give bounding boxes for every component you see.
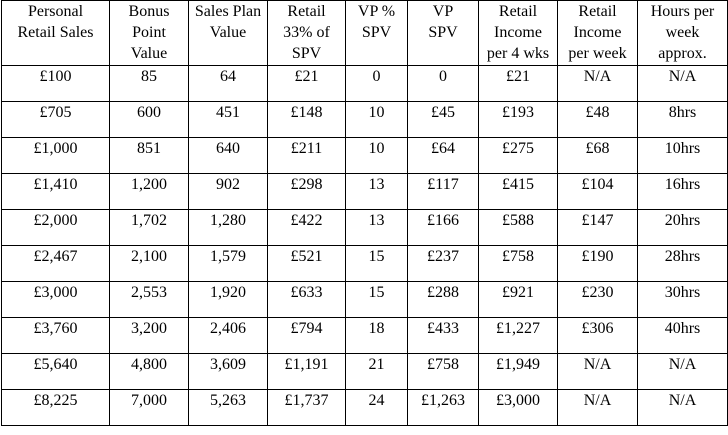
personal-retail-sales-cell [2,354,110,390]
header-line: Value [209,24,247,41]
cell-value: £117 [427,176,459,193]
cell-value: 1,920 [210,284,246,301]
retail-33-of-spv-cell [268,174,346,210]
personal-retail-sales-cell [2,66,110,102]
cell-value: 640 [216,140,240,157]
cell-value: 10 [368,140,385,157]
cell-value: 16hrs [664,176,701,193]
cell-value: £237 [427,248,459,265]
cell-value: 0 [372,68,381,85]
personal-retail-sales-cell [2,174,110,210]
cell-value: £64 [431,140,455,157]
bonus-point-value-cell [110,66,189,102]
hours-per-week-cell [638,390,728,426]
retail-33-of-spv-cell [268,282,346,318]
bonus-point-value-cell [110,390,189,426]
cell-value: N/A [583,68,612,85]
retail-33-of-spv-cell [268,390,346,426]
retail-income-week-cell [558,282,638,318]
bonus-point-value-cell [110,246,189,282]
vp-spv-cell [408,246,479,282]
sales-plan-value-cell [189,210,268,246]
cell-value: £521 [290,248,323,265]
header-line: Sales Plan [194,3,262,20]
cell-value: £5,640 [33,356,78,373]
personal-retail-sales-cell [2,318,110,354]
cell-value: £193 [502,104,534,121]
retail-33-of-spv-cell [268,210,346,246]
cell-value: 1,200 [131,176,167,193]
cell-value: 1,702 [131,212,167,229]
cell-value: £148 [290,104,323,121]
cell-value: 5,263 [210,392,246,409]
cell-value: £190 [581,248,614,265]
cell-value: £633 [290,284,323,301]
cell-value: £433 [427,320,459,337]
cell-value: £1,000 [33,140,78,157]
cell-value: 600 [137,104,161,121]
retail-income-4wks-cell [479,354,558,390]
sales-plan-value-cell [189,66,268,102]
hours-per-week-cell [638,282,728,318]
vp-percent-spv-cell [346,246,408,282]
header-hours-per-week [638,1,728,66]
retail-income-week-cell [558,390,638,426]
cell-value: £2,467 [33,248,78,265]
cell-value: £1,263 [421,392,465,409]
cell-value: 3,200 [131,320,167,337]
header-line: Retail Sales [17,24,94,41]
table-row [2,102,728,138]
retail-income-4wks-cell [479,138,558,174]
cell-value: 1,280 [210,212,246,229]
cell-value: N/A [668,356,697,373]
header-line: Retail [498,3,538,20]
table-row [2,282,728,318]
header-vp-percent-spv [346,1,408,66]
cell-value: £166 [427,212,459,229]
cell-value: £1,191 [284,356,329,373]
vp-spv-cell [408,318,479,354]
table-row [2,210,728,246]
cell-value: 2,406 [210,320,246,337]
header-row [2,1,728,66]
cell-value: N/A [668,68,697,85]
hours-per-week-cell [638,66,728,102]
sales-plan-value-cell [189,318,268,354]
cell-value: £288 [427,284,459,301]
cell-value: £230 [581,284,614,301]
cell-value: £1,227 [496,320,540,337]
sales-plan-value-cell [189,246,268,282]
bonus-point-value-cell [110,174,189,210]
hours-per-week-cell [638,174,728,210]
cell-value: £705 [39,104,72,121]
retail-income-4wks-cell [479,210,558,246]
cell-value: 24 [368,392,385,409]
cell-value: £298 [290,176,323,193]
header-line: approx. [658,45,707,62]
table-row [2,390,728,426]
cell-value: 85 [141,68,157,85]
retail-income-week-cell [558,174,638,210]
cell-value: £68 [585,140,610,157]
bonus-point-value-cell [110,102,189,138]
hours-per-week-cell [638,210,728,246]
cell-value: 3,609 [210,356,246,373]
personal-retail-sales-cell [2,102,110,138]
cell-value: 4,800 [131,356,167,373]
header-retail-33-of-spv [268,1,346,66]
cell-value: 18 [368,320,385,337]
cell-value: 21 [368,356,385,373]
header-line: 33% of [283,24,330,41]
cell-value: 10 [368,104,385,121]
header-vp-spv [408,1,479,66]
header-line: Personal [27,3,84,20]
vp-spv-cell [408,354,479,390]
cell-value: £48 [585,104,610,121]
header-retail-income-per-4-wks [479,1,558,66]
cell-value: 64 [220,68,236,85]
table-row [2,246,728,282]
header-line: VP [432,3,454,20]
table-row [2,138,728,174]
header-line: Hours per [650,3,715,20]
header-line: SPV [291,45,322,62]
header-line: per 4 wks [486,45,550,62]
retail-income-week-cell [558,102,638,138]
sales-plan-value-cell [189,174,268,210]
cell-value: £758 [502,248,534,265]
header-sales-plan-value [189,1,268,66]
cell-value: N/A [583,356,612,373]
header-line: Value [130,45,168,62]
bonus-point-value-cell [110,318,189,354]
header-line: Retail [578,3,617,20]
cell-value: 7,000 [131,392,167,409]
cell-value: 20hrs [664,212,701,229]
bonus-point-value-cell [110,138,189,174]
bonus-point-value-cell [110,282,189,318]
table-row [2,174,728,210]
header-retail-income-per-week [558,1,638,66]
cell-value: 0 [439,68,447,85]
cell-value: N/A [668,392,697,409]
hours-per-week-cell [638,354,728,390]
personal-retail-sales-cell [2,246,110,282]
hours-per-week-cell [638,246,728,282]
vp-percent-spv-cell [346,282,408,318]
header-line: SPV [428,24,458,41]
cell-value: 40hrs [664,320,701,337]
header-line: week [665,24,700,41]
header-line: Income [494,24,542,41]
header-line: Retail [287,3,326,20]
header-personal-retail-sales [2,1,110,66]
cell-value: £100 [39,68,72,85]
retail-income-4wks-cell [479,318,558,354]
cell-value: £3,000 [33,284,78,301]
retail-income-4wks-cell [479,390,558,426]
cell-value: 15 [368,248,385,265]
sales-plan-value-cell [189,102,268,138]
sales-plan-value-cell [189,390,268,426]
cell-value: £8,225 [33,392,78,409]
cell-value: 8hrs [668,104,697,121]
cell-value: 451 [216,104,240,121]
sales-plan-value-cell [189,138,268,174]
cell-value: £588 [502,212,534,229]
retail-income-4wks-cell [479,174,558,210]
retail-income-4wks-cell [479,282,558,318]
retail-income-4wks-cell [479,66,558,102]
vp-spv-cell [408,66,479,102]
vp-spv-cell [408,282,479,318]
cell-value: £147 [581,212,614,229]
retail-income-week-cell [558,210,638,246]
personal-retail-sales-cell [2,210,110,246]
cell-value: £422 [290,212,323,229]
sales-income-table [1,0,728,426]
cell-value: £275 [502,140,534,157]
header-line: SPV [361,24,392,41]
vp-percent-spv-cell [346,354,408,390]
vp-spv-cell [408,138,479,174]
header-line: per week [568,45,627,62]
cell-value: 851 [137,140,161,157]
cell-value: £306 [581,320,614,337]
cell-value: 15 [368,284,385,301]
cell-value: £758 [427,356,459,373]
retail-income-week-cell [558,354,638,390]
sales-plan-value-cell [189,354,268,390]
cell-value: £794 [290,320,323,337]
cell-value: £3,000 [496,392,540,409]
hours-per-week-cell [638,138,728,174]
header-line: Point [132,24,166,41]
cell-value: 2,553 [131,284,167,301]
cell-value: £21 [294,68,319,85]
cell-value: £45 [431,104,455,121]
cell-value: 10hrs [664,140,701,157]
vp-spv-cell [408,174,479,210]
vp-percent-spv-cell [346,210,408,246]
cell-value: 13 [368,176,385,193]
table-body [2,66,728,426]
retail-income-4wks-cell [479,102,558,138]
sales-plan-value-cell [189,282,268,318]
cell-value: 13 [368,212,385,229]
cell-value: £3,760 [33,320,78,337]
vp-percent-spv-cell [346,390,408,426]
cell-value: £21 [506,68,530,85]
cell-value: 30hrs [664,284,701,301]
header-line: Bonus [128,3,170,20]
cell-value: 902 [216,176,240,193]
vp-percent-spv-cell [346,318,408,354]
cell-value: £2,000 [33,212,78,229]
bonus-point-value-cell [110,210,189,246]
retail-33-of-spv-cell [268,246,346,282]
cell-value: 2,100 [131,248,167,265]
retail-income-week-cell [558,138,638,174]
retail-income-week-cell [558,318,638,354]
retail-income-4wks-cell [479,246,558,282]
vp-spv-cell [408,210,479,246]
vp-spv-cell [408,390,479,426]
cell-value: £104 [581,176,614,193]
retail-33-of-spv-cell [268,354,346,390]
cell-value: 28hrs [664,248,701,265]
cell-value: N/A [583,392,612,409]
hours-per-week-cell [638,102,728,138]
header-line: VP % [357,3,396,20]
table-row [2,318,728,354]
cell-value: £1,410 [33,176,78,193]
bonus-point-value-cell [110,354,189,390]
hours-per-week-cell [638,318,728,354]
retail-33-of-spv-cell [268,66,346,102]
personal-retail-sales-cell [2,282,110,318]
personal-retail-sales-cell [2,390,110,426]
vp-percent-spv-cell [346,102,408,138]
cell-value: £921 [502,284,534,301]
table-header [2,1,728,66]
cell-value: £415 [502,176,534,193]
table-row [2,66,728,102]
retail-33-of-spv-cell [268,318,346,354]
cell-value: £1,737 [284,392,329,409]
vp-percent-spv-cell [346,138,408,174]
vp-spv-cell [408,102,479,138]
retail-33-of-spv-cell [268,138,346,174]
cell-value: £1,949 [496,356,540,373]
retail-income-week-cell [558,66,638,102]
retail-33-of-spv-cell [268,102,346,138]
personal-retail-sales-cell [2,138,110,174]
vp-percent-spv-cell [346,174,408,210]
header-line: Income [573,24,622,41]
cell-value: £211 [290,140,323,157]
retail-income-week-cell [558,246,638,282]
table-row [2,354,728,390]
vp-percent-spv-cell [346,66,408,102]
header-bonus-point-value [110,1,189,66]
cell-value: 1,579 [210,248,246,265]
